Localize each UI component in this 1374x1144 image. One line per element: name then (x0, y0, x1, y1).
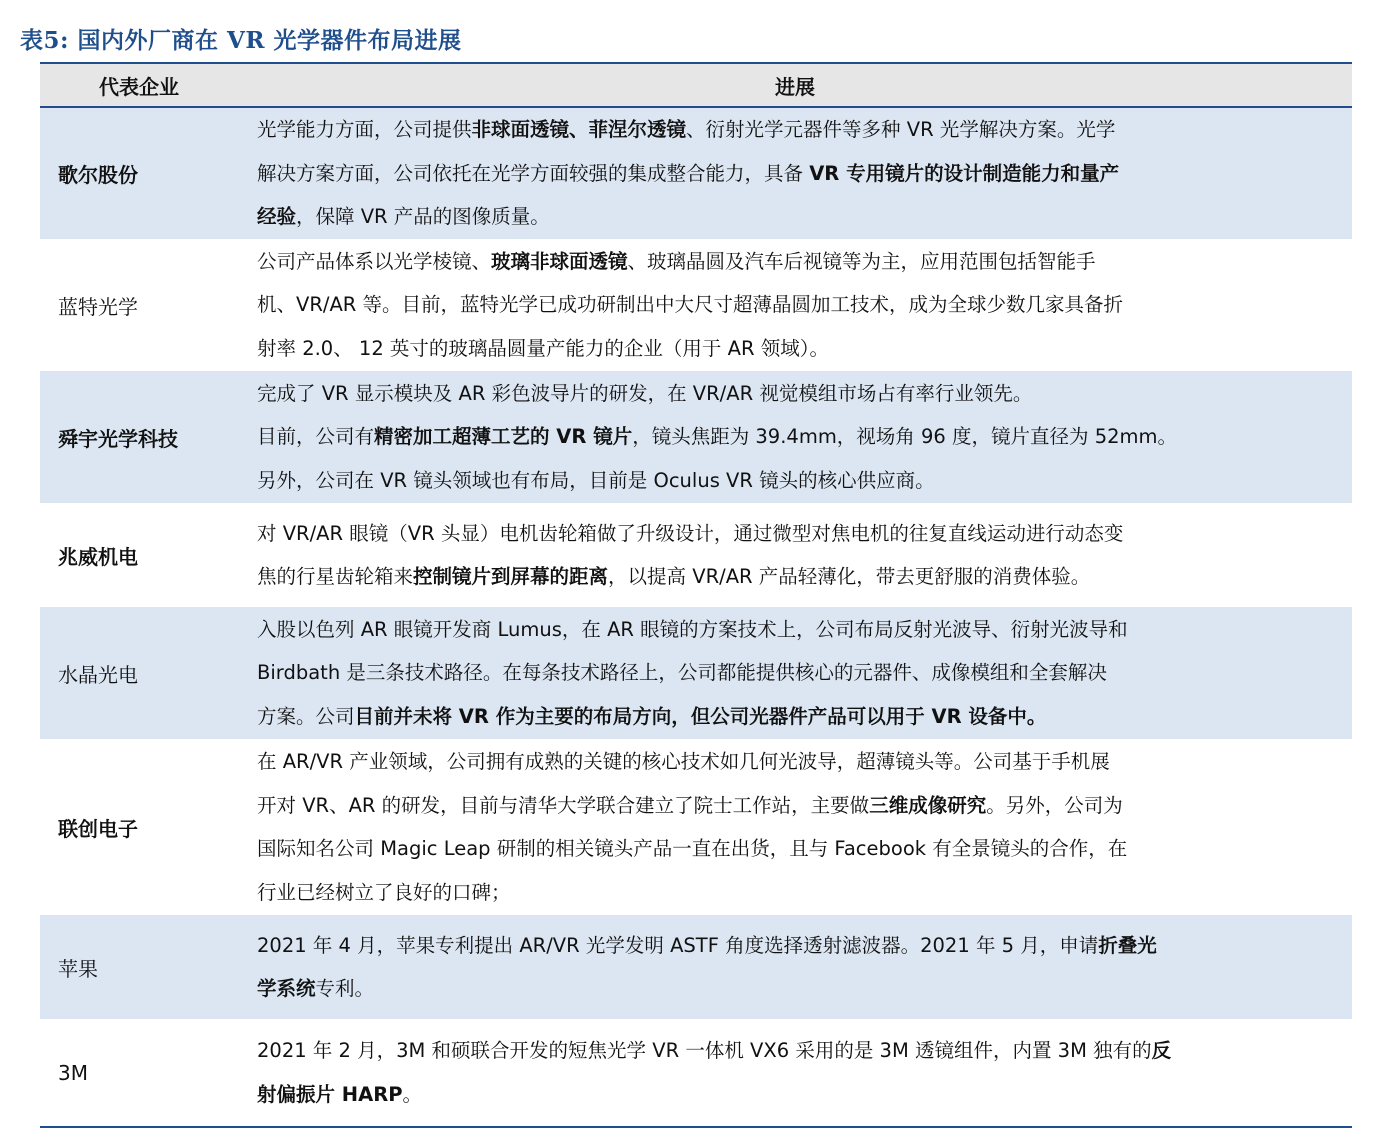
table-row (40, 739, 1352, 915)
company-cell: 3M (40, 1019, 238, 1127)
progress-text: 入股以色列 AR 眼镜开发商 Lumus，在 AR 眼镜的方案技术上，公司布局反射光波导、衍射光波导和 (257, 617, 1128, 641)
table-row (40, 915, 1352, 1019)
progress-text: 焦的行星齿轮箱来 (257, 565, 414, 588)
progress-cell (238, 739, 1352, 915)
progress-line (257, 924, 1338, 968)
progress-line (257, 372, 1338, 416)
progress-line (257, 555, 1338, 599)
progress-text: 。另外，公司为 (986, 793, 1123, 817)
progress-cell (238, 503, 1352, 607)
progress-text: 另外，公司在 VR 镜头领域也有布局，目前是 Oculus VR 镜头的核心供应商。 (257, 468, 935, 492)
progress-line (257, 415, 1338, 459)
progress-text: 方案。公司 (257, 704, 355, 728)
progress-line (257, 784, 1338, 828)
progress-cell (238, 239, 1352, 371)
progress-cell (238, 107, 1352, 239)
company-cell: 舜宇光学科技 (58, 426, 178, 451)
progress-text: 专利。 (315, 977, 375, 1000)
progress-text: 开对 VR、AR 的研发，目前与清华大学联合建立了院士工作站，主要做 (257, 793, 870, 817)
progress-text: 目前，公司有 (257, 425, 375, 449)
progress-text: 国际知名公司 Magic Leap 研制的相关镜头产品一直在出货，且与 Facebook 有全景镜头的合作，在 (257, 837, 1128, 860)
table-row (40, 503, 1352, 607)
progress-text: ，保障 VR 产品的图像质量。 (296, 205, 550, 229)
progress-line (257, 152, 1338, 196)
progress-text: 行业已经树立了良好的口碑； (257, 880, 511, 904)
progress-text: 2021 年 2 月，3M 和硕联合开发的短焦光学 VR 一体机 VX6 采用的是 3M 透镜组件，内置 3M 独有的 (257, 1039, 1152, 1062)
progress-text: 解决方案方面，公司依托在光学方面较强的集成整合能力，具备 (257, 161, 810, 185)
table-header-row (40, 63, 1352, 107)
progress-cell (238, 1019, 1352, 1127)
header-company: 代表企业 (40, 63, 238, 107)
progress-line (257, 512, 1338, 556)
highlight-text: 控制镜片到屏幕的距离 (413, 565, 609, 588)
progress-line (257, 459, 1338, 503)
highlight-text: 精密加工超薄工艺的 VR 镜片 (374, 425, 633, 449)
table-row (40, 1019, 1352, 1127)
table-row (40, 239, 1352, 371)
table-row (40, 607, 1352, 739)
progress-line (257, 1073, 1338, 1117)
progress-line (257, 608, 1338, 652)
highlight-text: 非球面透镜、菲涅尔透镜 (471, 118, 687, 142)
header-progress: 进展 (238, 63, 1352, 107)
progress-line (257, 871, 1338, 915)
vr-optics-progress-table (40, 62, 1352, 1128)
progress-cell (238, 371, 1352, 503)
company-cell: 蓝特光学 (58, 294, 138, 319)
progress-text: 、玻璃晶圆及汽车后视镜等为主，应用范围包括智能手 (627, 249, 1096, 273)
progress-cell (238, 607, 1352, 739)
table-row (40, 107, 1352, 239)
highlight-text: 学系统 (257, 977, 316, 1000)
progress-line (257, 740, 1338, 784)
company-cell: 水晶光电 (58, 662, 138, 687)
progress-line (257, 108, 1338, 152)
progress-text: 射率 2.0、 12 英寸的玻璃晶圆量产能力的企业（用于 AR 领域）。 (257, 336, 829, 360)
highlight-text: 折叠光 (1098, 933, 1157, 957)
highlight-text: 玻璃非球面透镜 (491, 249, 628, 273)
progress-line (257, 1029, 1338, 1073)
progress-text: 对 VR/AR 眼镜（VR 头显）电机齿轮箱做了升级设计，通过微型对焦电机的往复直线运动进行动态变 (257, 521, 1124, 545)
progress-line (257, 327, 1338, 371)
progress-cell (238, 915, 1352, 1019)
company-cell: 苹果 (58, 956, 98, 981)
company-cell: 歌尔股份 (58, 163, 138, 187)
progress-text: 完成了 VR 显示模块及 AR 彩色波导片的研发，在 VR/AR 视觉模组市场占有率行业领先。 (257, 381, 1033, 405)
highlight-text: 经验 (257, 205, 297, 229)
company-cell: 联创电子 (58, 816, 138, 841)
progress-line (257, 283, 1338, 327)
table-title: 表5: 国内外厂商在 VR 光学器件布局进展 (20, 27, 462, 54)
highlight-text: VR 专用镜片的设计制造能力和量产 (809, 161, 1120, 185)
progress-line (257, 240, 1338, 284)
progress-text: Birdbath 是三条技术路径。在每条技术路径上，公司都能提供核心的元器件、成像模组和全套解决 (257, 661, 1107, 685)
highlight-text: 射偏振片 HARP (257, 1082, 403, 1106)
progress-line (257, 827, 1338, 871)
progress-text: 。 (402, 1082, 423, 1106)
progress-line (257, 651, 1338, 695)
progress-text: 公司产品体系以光学棱镜、 (257, 249, 492, 273)
table-row (40, 371, 1352, 503)
progress-line (257, 195, 1338, 239)
progress-text: 在 AR/VR 产业领域，公司拥有成熟的关键的核心技术如几何光波导，超薄镜头等。公司基于手机展 (257, 750, 1110, 773)
highlight-text: 三维成像研究 (869, 793, 987, 817)
progress-line (257, 967, 1338, 1011)
progress-text: 、衍射光学元器件等多种 VR 光学解决方案。光学 (686, 118, 1116, 142)
highlight-text: 目前并未将 VR 作为主要的布局方向，但公司光器件产品可以用于 VR 设备中。 (354, 704, 1047, 728)
progress-line (257, 695, 1338, 739)
progress-text: 机、VR/AR 等。目前，蓝特光学已成功研制出中大尺寸超薄晶圆加工技术，成为全球少数几家具备折 (257, 293, 1124, 317)
highlight-text: 反 (1151, 1039, 1172, 1062)
progress-text: 光学能力方面，公司提供 (257, 118, 472, 142)
progress-text: ，以提高 VR/AR 产品轻薄化，带去更舒服的消费体验。 (608, 565, 1091, 588)
company-cell: 兆威机电 (58, 544, 138, 569)
progress-text: ，镜头焦距为 39.4mm，视场角 96 度，镜片直径为 52mm。 (632, 425, 1178, 449)
progress-text: 2021 年 4 月，苹果专利提出 AR/VR 光学发明 ASTF 角度选择透射滤波器。2021 年 5 月，申请 (257, 933, 1099, 957)
